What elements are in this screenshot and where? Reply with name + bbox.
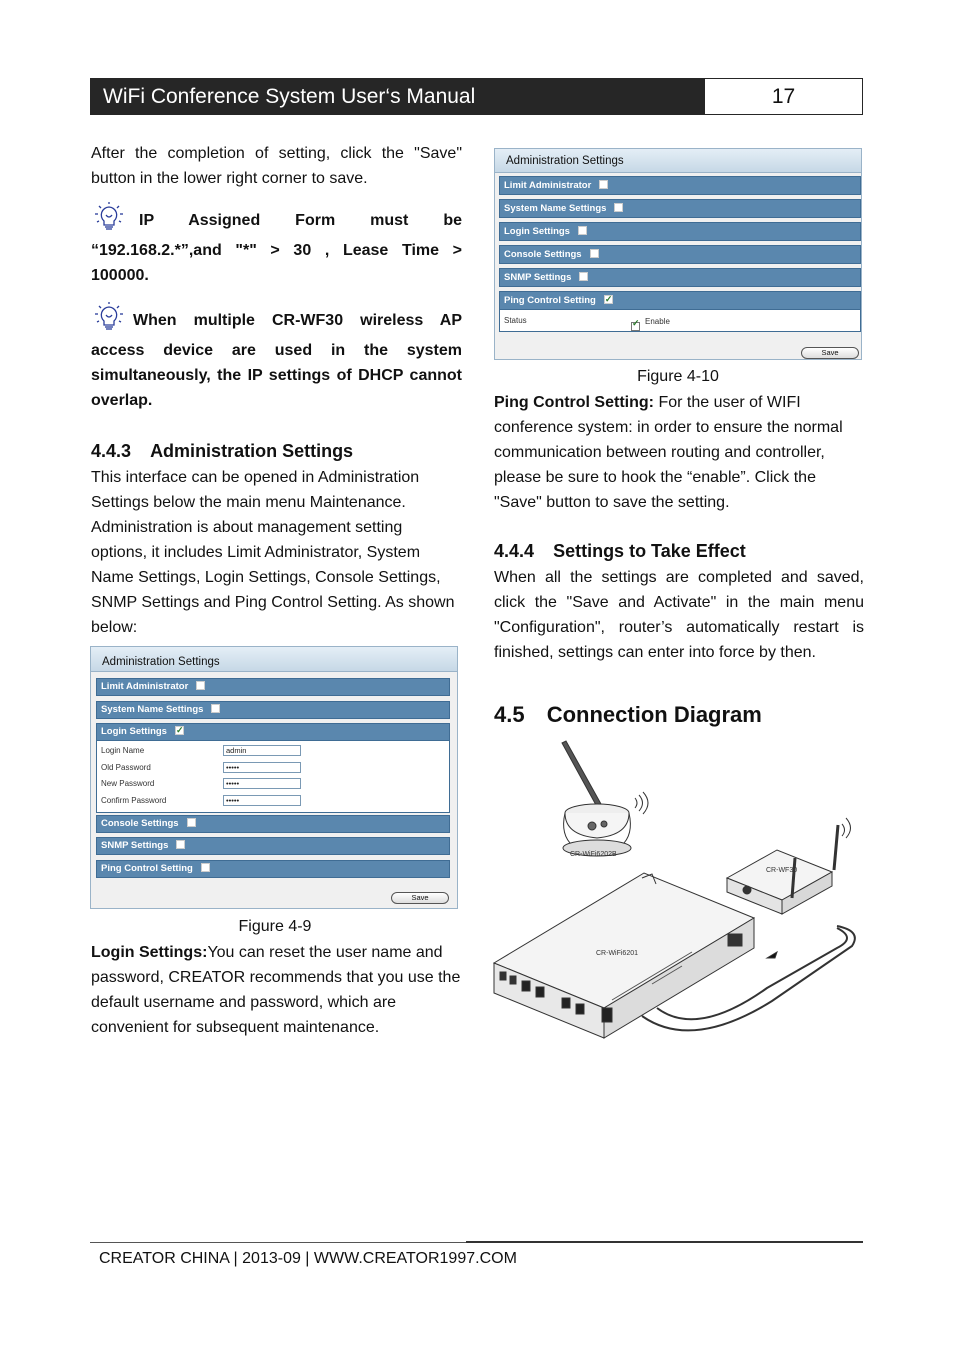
microphone-unit xyxy=(562,741,648,856)
old-password-input[interactable]: ••••• xyxy=(223,762,301,773)
section-45-title: Connection Diagram xyxy=(546,702,762,727)
section-444-title: Settings to Take Effect xyxy=(553,541,746,561)
console-settings-checkbox[interactable] xyxy=(590,249,599,258)
system-name-checkbox[interactable] xyxy=(614,203,623,212)
note1-line1: IP Assigned Form must be xyxy=(139,212,462,229)
ping-control-heading: Ping Control Setting: xyxy=(494,394,654,411)
section-443-body: This interface can be opened in Administration Settings below the main menu Maintenance. Administration is about management setting options, it includes Limit Administrator, System Name Settings, Login Settings, Console Settings, SNMP Settings and Ping Control Setting. As shown below: xyxy=(91,469,455,636)
connection-diagram xyxy=(492,738,864,1043)
status-label: Status xyxy=(504,316,527,325)
new-password-input[interactable]: ••••• xyxy=(223,778,301,789)
ping-control-checkbox[interactable] xyxy=(604,295,613,304)
save-button[interactable]: Save xyxy=(801,347,859,359)
console-settings-checkbox[interactable] xyxy=(187,818,196,827)
note-dhcp-overlap xyxy=(91,297,462,413)
lightbulb-tip-icon xyxy=(91,201,127,233)
admin-settings-panel-ping xyxy=(494,148,862,360)
confirm-password-input[interactable]: ••••• xyxy=(223,795,301,806)
new-password-label: New Password xyxy=(101,779,155,788)
limit-administrator-checkbox[interactable] xyxy=(196,681,205,690)
section-443-heading xyxy=(91,441,353,462)
figure-4-10-caption: Figure 4-10 xyxy=(637,368,719,385)
note2-rest: access device are used in the system simultaneously, the IP settings of DHCP cannot overlap. xyxy=(91,342,462,409)
snmp-settings-checkbox[interactable] xyxy=(176,840,185,849)
old-password-label: Old Password xyxy=(101,763,151,772)
limit-administrator-bar[interactable]: Limit Administrator xyxy=(499,176,861,195)
panel-title: Administration Settings xyxy=(495,149,861,173)
section-45-number: 4.5 xyxy=(494,702,525,727)
section-443-title: Administration Settings xyxy=(150,441,354,461)
system-name-settings-bar[interactable]: System Name Settings xyxy=(96,701,450,719)
ping-control-checkbox[interactable] xyxy=(201,863,210,872)
login-name-label: Login Name xyxy=(101,746,145,755)
intro-paragraph: After the completion of setting, click the "Save" button in the lower right corner to save. xyxy=(91,145,462,187)
login-settings-checkbox[interactable] xyxy=(578,226,587,235)
ping-control-body: For the user of WIFI conference system: in order to ensure the normal communication between routing and controller, please be sure to hook the “enable”. Click the "Save" button to save the setting. xyxy=(494,394,843,511)
limit-administrator-checkbox[interactable] xyxy=(599,180,608,189)
note-ip-assigned xyxy=(91,197,462,288)
section-444-body: When all the settings are completed and saved, click the "Save and Activate" in the main menu "Configuration", router’s automatically restart is finished, settings can enter into force by then. xyxy=(494,569,864,661)
section-45-heading xyxy=(494,702,762,728)
login-settings-paragraph xyxy=(91,940,462,1040)
login-name-input[interactable]: admin xyxy=(223,745,301,756)
figure-4-9-caption: Figure 4-9 xyxy=(238,918,312,935)
section-444-number: 4.4.4 xyxy=(494,541,535,561)
lightbulb-tip-icon xyxy=(91,301,127,333)
confirm-password-label: Confirm Password xyxy=(101,796,167,805)
snmp-settings-bar[interactable]: SNMP Settings xyxy=(499,268,861,287)
login-settings-body: You can reset the user name and password, CREATOR recommends that you use the default username and password, which are convenient for subsequent maintenance. xyxy=(91,944,461,1036)
save-button[interactable]: Save xyxy=(391,892,449,904)
ping-control-paragraph xyxy=(494,390,864,515)
page-number: 17 xyxy=(704,78,863,115)
system-name-checkbox[interactable] xyxy=(211,704,220,713)
ping-control-setting-bar[interactable]: Ping Control Setting✓ xyxy=(499,291,861,310)
microphone-label: CR-WiFi6202B xyxy=(570,851,617,858)
footer-divider-accent xyxy=(466,1241,863,1243)
access-point-device xyxy=(727,818,851,914)
console-settings-bar[interactable]: Console Settings xyxy=(499,245,861,264)
login-settings-bar[interactable]: Login Settings✓ xyxy=(96,723,450,741)
note1-line2: “192.168.2.*”,and "*" > 30 , Lease Time > xyxy=(91,242,462,259)
panel-title: Administration Settings xyxy=(91,647,457,672)
section-444-heading xyxy=(494,541,746,562)
access-point-label: CR-WF30 xyxy=(766,867,798,874)
section-443-number: 4.4.3 xyxy=(91,441,132,461)
manual-title: WiFi Conference System User‘s Manual xyxy=(90,78,704,115)
ping-control-setting-bar[interactable]: Ping Control Setting xyxy=(96,860,450,878)
note2-line1: When multiple CR-WF30 wireless AP xyxy=(133,312,462,329)
controller-label: CR-WiFi6201 xyxy=(596,950,639,957)
limit-administrator-bar[interactable]: Limit Administrator xyxy=(96,678,450,696)
login-settings-heading: Login Settings: xyxy=(91,944,208,961)
footer-text: CREATOR CHINA | 2013-09 | WWW.CREATOR1997.COM xyxy=(99,1250,517,1267)
note1-line3: 100000. xyxy=(91,267,149,284)
login-settings-bar[interactable]: Login Settings xyxy=(499,222,861,241)
console-settings-bar[interactable]: Console Settings xyxy=(96,815,450,833)
login-settings-checkbox[interactable] xyxy=(175,726,184,735)
login-settings-form xyxy=(96,740,450,813)
enable-label: Enable xyxy=(645,317,670,326)
snmp-settings-bar[interactable]: SNMP Settings xyxy=(96,837,450,855)
snmp-settings-checkbox[interactable] xyxy=(579,272,588,281)
system-name-settings-bar[interactable]: System Name Settings xyxy=(499,199,861,218)
enable-checkbox[interactable] xyxy=(631,322,640,331)
admin-settings-panel-login xyxy=(90,646,458,909)
ping-control-form xyxy=(499,309,861,332)
